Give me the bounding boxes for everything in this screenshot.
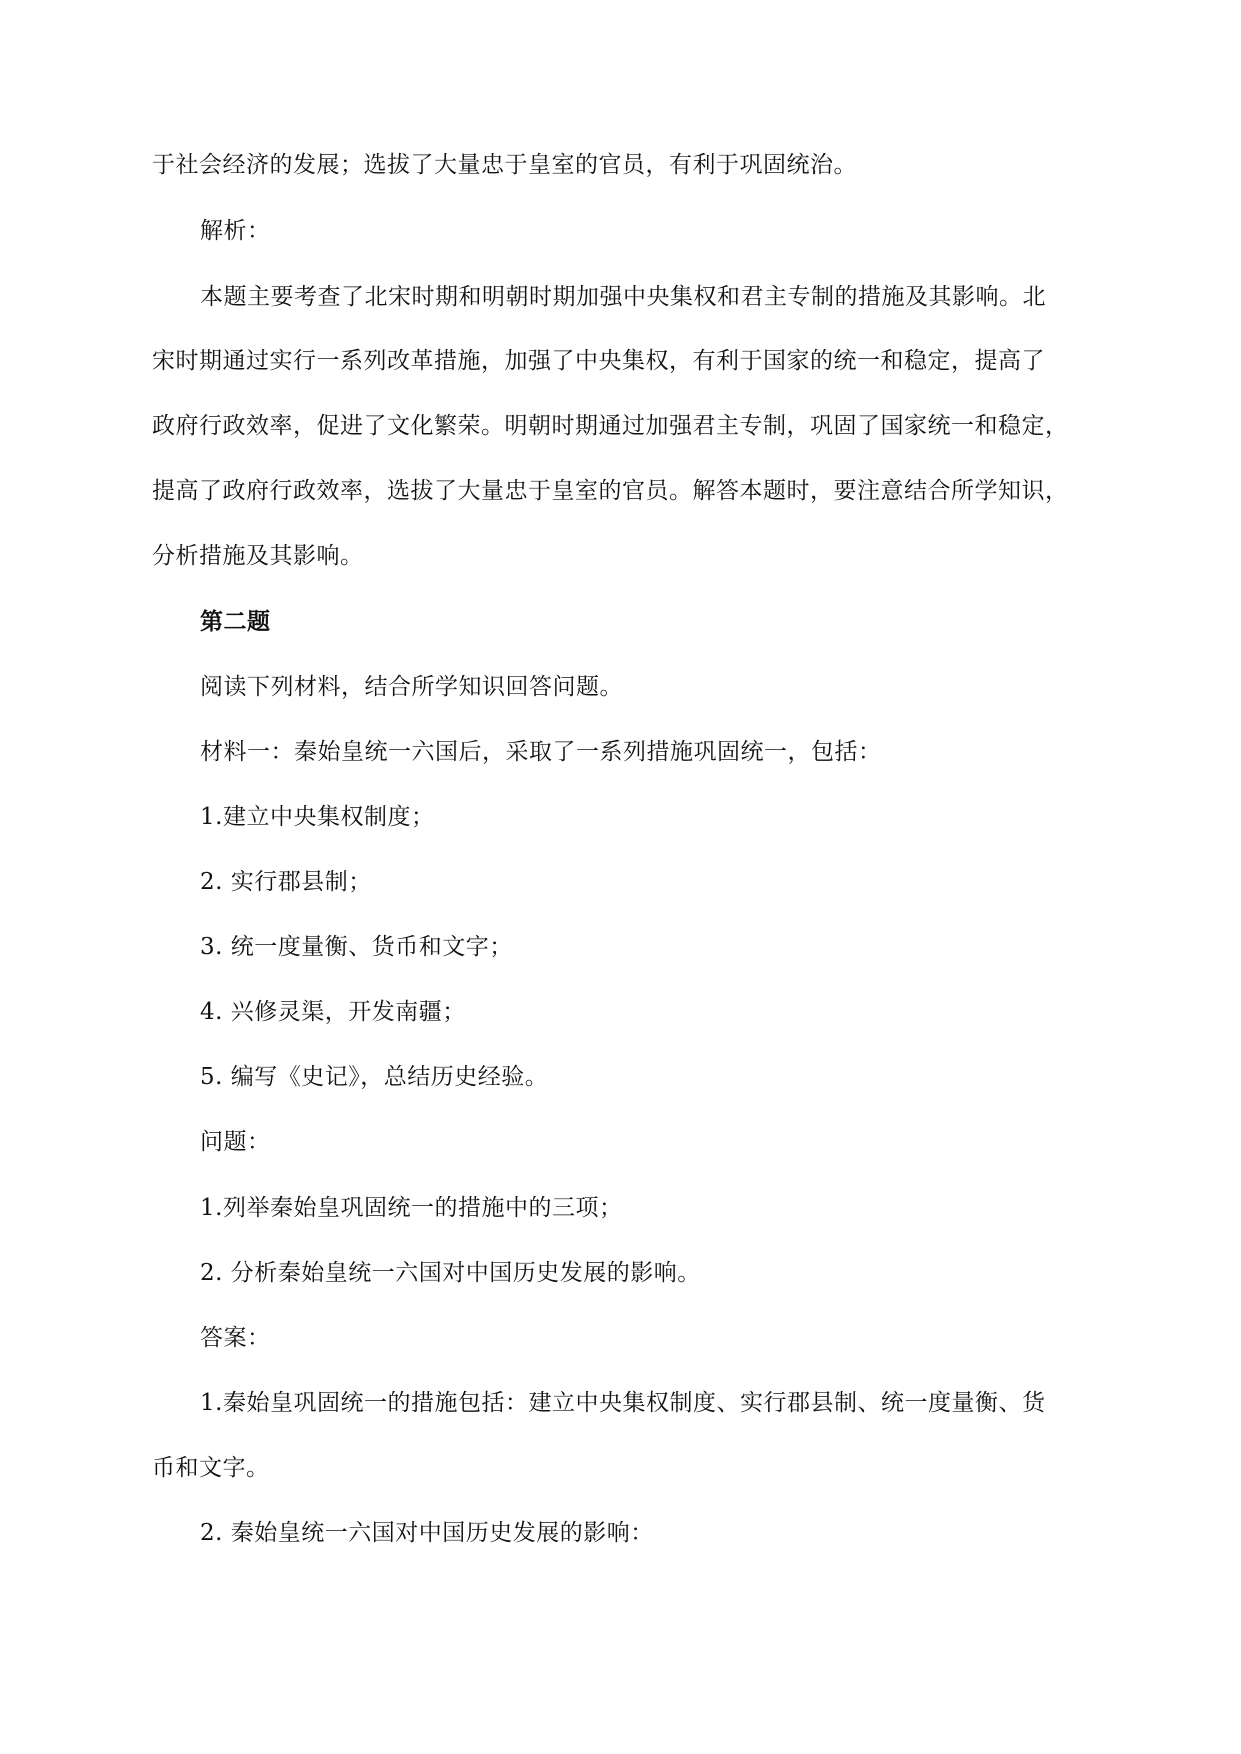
question-1: 1.列举秦始皇巩固统一的措施中的三项； <box>200 1195 623 1221</box>
answer-2-line: 2. 秦始皇统一六国对中国历史发展的影响： <box>200 1520 654 1546</box>
analysis-line-3: 政府行政效率，促进了文化繁荣。明朝时期通过加强君主专制，巩固了国家统一和稳定， <box>152 413 1069 439</box>
instruction: 阅读下列材料，结合所学知识回答问题。 <box>200 674 623 700</box>
material-item-4: 4. 兴修灵渠，开发南疆； <box>200 999 466 1025</box>
material-item-5: 5. 编写《史记》，总结历史经验。 <box>200 1064 549 1090</box>
answer-1-line-1: 1.秦始皇巩固统一的措施包括：建立中央集权制度、实行郡县制、统一度量衡、货 <box>200 1390 1046 1416</box>
section-title: 第二题 <box>200 608 271 635</box>
analysis-line-5: 分析措施及其影响。 <box>152 543 364 569</box>
analysis-line-1: 本题主要考查了北宋时期和明朝时期加强中央集权和君主专制的措施及其影响。北 <box>200 284 1046 310</box>
paragraph-continuation: 于社会经济的发展；选拔了大量忠于皇室的官员，有利于巩固统治。 <box>152 152 857 178</box>
question-label: 问题： <box>200 1129 271 1155</box>
material-intro: 材料一：秦始皇统一六国后，采取了一系列措施巩固统一，包括： <box>200 739 882 765</box>
material-item-1: 1.建立中央集权制度； <box>200 804 435 830</box>
analysis-line-4: 提高了政府行政效率，选拔了大量忠于皇室的官员。解答本题时，要注意结合所学知识， <box>152 478 1069 504</box>
material-item-2: 2. 实行郡县制； <box>200 869 372 895</box>
material-item-3: 3. 统一度量衡、货币和文字； <box>200 934 513 960</box>
analysis-line-2: 宋时期通过实行一系列改革措施，加强了中央集权，有利于国家的统一和稳定，提高了 <box>152 348 1045 374</box>
answer-1-line-2: 币和文字。 <box>152 1455 270 1481</box>
analysis-label: 解析： <box>200 218 271 244</box>
question-2: 2. 分析秦始皇统一六国对中国历史发展的影响。 <box>200 1260 701 1286</box>
answer-label: 答案： <box>200 1325 271 1351</box>
